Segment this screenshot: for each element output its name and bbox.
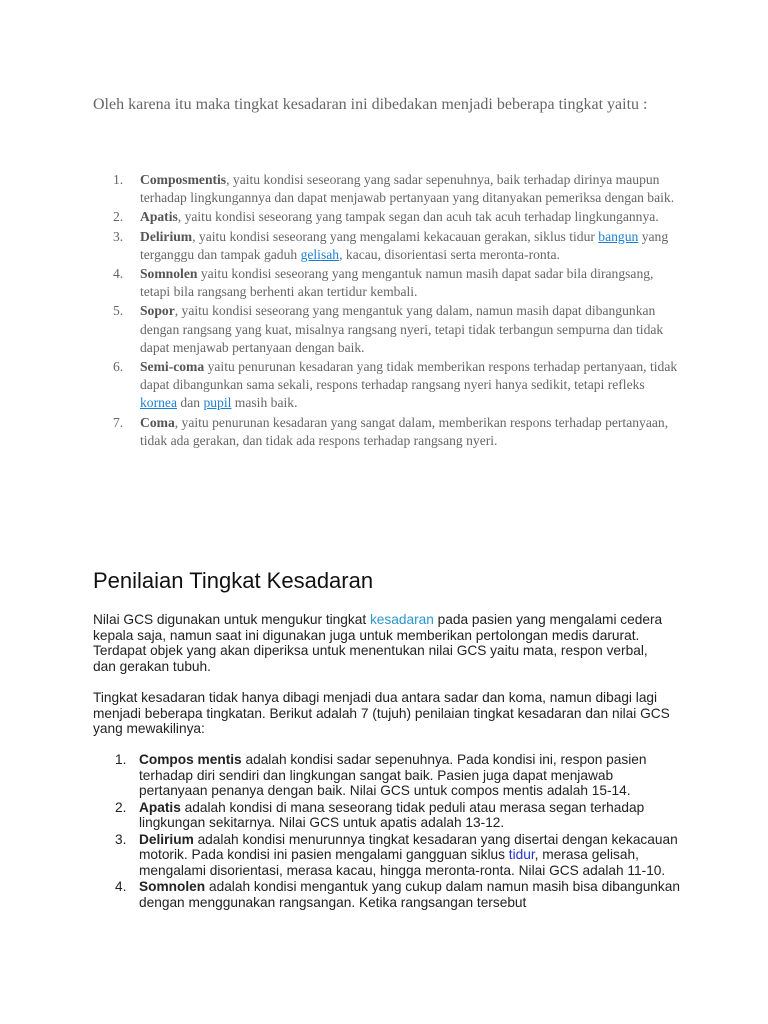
intro-paragraph: Oleh karena itu maka tingkat kesadaran ini dibedakan menjadi beberapa tingkat yaitu : <box>93 96 648 113</box>
term: Somnolen <box>140 266 198 282</box>
link-bangun[interactable]: bangun <box>598 228 639 244</box>
term: Composmentis <box>140 172 227 187</box>
list-number: 4. <box>115 879 127 894</box>
list-number: 5. <box>113 303 124 319</box>
list-item <box>93 800 683 831</box>
description: adalah kondisi sadar sepenuhnya. Pada kondisi ini, respon pasien terhadap diri sendiri dan lingkungan sangat baik. Pasien juga dapat menjawab pertanyaan penanya dengan baik. Nilai GCS untuk compos mentis adalah 15-14. <box>139 752 647 798</box>
link-gelisah[interactable]: gelisah <box>300 246 340 262</box>
link-tidur[interactable]: tidur <box>508 847 535 862</box>
link-kornea[interactable]: kornea <box>140 395 177 411</box>
description: yaitu penurunan kesadaran yang tidak memberikan respons terhadap pertanyaan, tidak dapat dibangunkan sama sekali, respons terhadap rangsang nyeri hanya sedikit, tetapi refleks <box>140 359 678 393</box>
list-item <box>93 228 683 264</box>
description: dan <box>177 395 204 411</box>
description: , yaitu kondisi seseorang yang mengantuk yang dalam, namun masih dapat dibangunkan dengan rangsang yang kuat, misalnya rangsang nyeri, tetapi tidak terbangun sempurna dan tidak dapat menjawab pertanyaan dengan baik. <box>140 303 664 355</box>
term: Delirium <box>139 831 194 847</box>
list-number: 3. <box>113 228 124 244</box>
paragraph-text: Nilai GCS digunakan untuk mengukur tingkat <box>93 612 370 627</box>
description: yang terganggu dan tampak gaduh <box>140 228 669 262</box>
description: adalah kondisi menurunnya tingkat kesadaran yang disertai dengan kekacauan motorik. Pada kondisi ini pasien mengalami gangguan siklus <box>139 831 678 862</box>
term: Compos mentis <box>139 752 242 767</box>
list-number: 1. <box>115 752 127 767</box>
description: , yaitu penurunan kesadaran yang sangat dalam, memberikan respons terhadap pertanyaan, tidak ada gerakan, dan tidak ada respons terhadap rangsang nyeri. <box>140 414 669 448</box>
list-item <box>93 358 683 413</box>
list-number: 7. <box>113 414 124 430</box>
list-number: 4. <box>113 266 124 282</box>
list-item <box>93 171 683 207</box>
term: Somnolen <box>139 879 206 894</box>
list-item <box>93 414 683 450</box>
term: Semi-coma <box>140 359 205 375</box>
description: , yaitu kondisi seseorang yang sadar sepenuhnya, baik terhadap dirinya maupun terhadap lingkungannya dan dapat menjawab pertanyaan yang ditanyakan pemeriksa dengan baik. <box>140 172 675 206</box>
list-item <box>93 752 683 799</box>
list-number: 2. <box>115 799 127 815</box>
list-item <box>93 879 683 910</box>
list-number: 2. <box>113 209 124 225</box>
consciousness-levels-list <box>93 171 683 451</box>
list-number: 3. <box>115 831 127 847</box>
description: , merasa gelisah, mengalami disorientasi, merasa kacau, hingga meronta-ronta. Nilai GCS adalah 11-10. <box>139 847 666 878</box>
list-item <box>93 832 683 879</box>
list-number: 1. <box>113 172 124 187</box>
list-item <box>93 265 683 301</box>
description: adalah kondisi di mana seseorang tidak peduli atau merasa segan terhadap lingkungan sekitarnya. Nilai GCS untuk apatis adalah 13-12. <box>139 799 645 830</box>
paragraph-text: pada pasien yang mengalami cedera kepala saja, namun saat ini digunakan juga untuk memberikan pertolongan medis darurat. Terdapat objek yang akan diperiksa untuk menentukan nilai GCS yaitu mata, respon verbal, dan gerakan tubuh. <box>93 612 663 674</box>
gcs-paragraph <box>93 612 673 674</box>
term: Coma <box>140 414 175 430</box>
description: , yaitu kondisi seseorang yang mengalami kekacauan gerakan, siklus tidur <box>192 228 599 244</box>
link-kesadaran[interactable]: kesadaran <box>369 612 434 627</box>
term: Delirium <box>140 228 193 244</box>
description: adalah kondisi mengantuk yang cukup dalam namun masih bisa dibangunkan dengan menggunakan rangsangan. Ketika rangsangan tersebut <box>139 879 680 910</box>
gcs-levels-list <box>93 752 683 911</box>
list-number: 6. <box>113 359 124 375</box>
link-pupil[interactable]: pupil <box>203 395 232 411</box>
description: , yaitu kondisi seseorang yang tampak segan dan acuh tak acuh terhadap lingkungannya. <box>177 209 659 225</box>
term: Apatis <box>140 209 178 225</box>
list-item <box>93 208 683 226</box>
list-item <box>93 302 683 357</box>
term: Sopor <box>140 303 175 319</box>
levels-intro-paragraph: Tingkat kesadaran tidak hanya dibagi menjadi dua antara sadar dan koma, namun dibagi lagi menjadi beberapa tingkatan. Berikut adalah 7 (tujuh) penilaian tingkat kesadaran dan nilai GCS yang mewakilinya: <box>93 690 670 736</box>
term: Apatis <box>139 799 181 815</box>
description: , kacau, disorientasi serta meronta-ronta. <box>339 246 560 262</box>
description: masih baik. <box>231 395 298 411</box>
section-heading: Penilaian Tingkat Kesadaran <box>93 568 374 593</box>
description: yaitu kondisi seseorang yang mengantuk namun masih dapat sadar bila dirangsang, tetapi bila rangsang berhenti akan tertidur kembali. <box>140 266 654 300</box>
